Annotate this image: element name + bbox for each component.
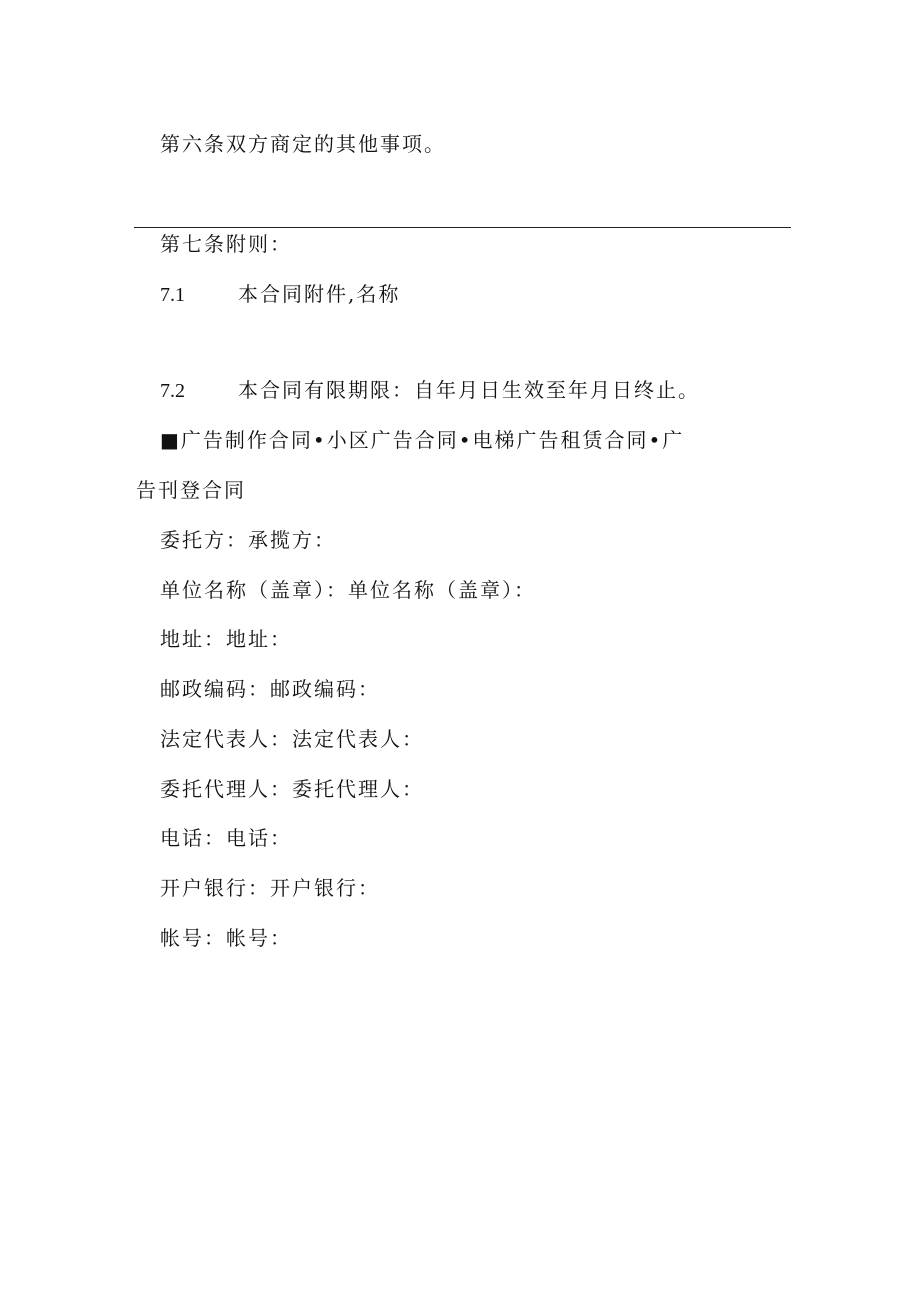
clause-7-2-text: 本合同有限期限：自年月日生效至年月日终止。 (238, 378, 700, 402)
clause-7-2 (160, 378, 700, 403)
signature-parties: 委托方：承揽方： (160, 528, 336, 552)
related-contracts-line-1: ■广告制作合同•小区广告合同•电梯广告租赁合同•广 (160, 428, 685, 452)
clause-7-2-number: 7.2 (160, 380, 185, 402)
signature-address: 地址：地址： (160, 627, 292, 651)
signature-legal-representative: 法定代表人：法定代表人： (160, 727, 424, 751)
article-7-title: 第七条附则： (160, 232, 292, 256)
blank-fill-line (134, 227, 791, 228)
clause-7-1-number: 7.1 (160, 284, 185, 306)
signature-account-number: 帐号：帐号： (160, 926, 292, 950)
signature-unit-name: 单位名称（盖章）：单位名称（盖章）： (160, 578, 536, 602)
signature-bank: 开户银行：开户银行： (160, 876, 380, 900)
signature-authorized-agent: 委托代理人：委托代理人： (160, 777, 424, 801)
signature-phone: 电话：电话： (160, 826, 292, 850)
signature-postal-code: 邮政编码：邮政编码： (160, 677, 380, 701)
related-contracts-line-2: 告刊登合同 (136, 478, 246, 502)
clause-7-1-text: 本合同附件,名称 (238, 282, 401, 306)
clause-7-1 (160, 282, 400, 307)
article-6-text: 第六条双方商定的其他事项。 (160, 132, 446, 156)
